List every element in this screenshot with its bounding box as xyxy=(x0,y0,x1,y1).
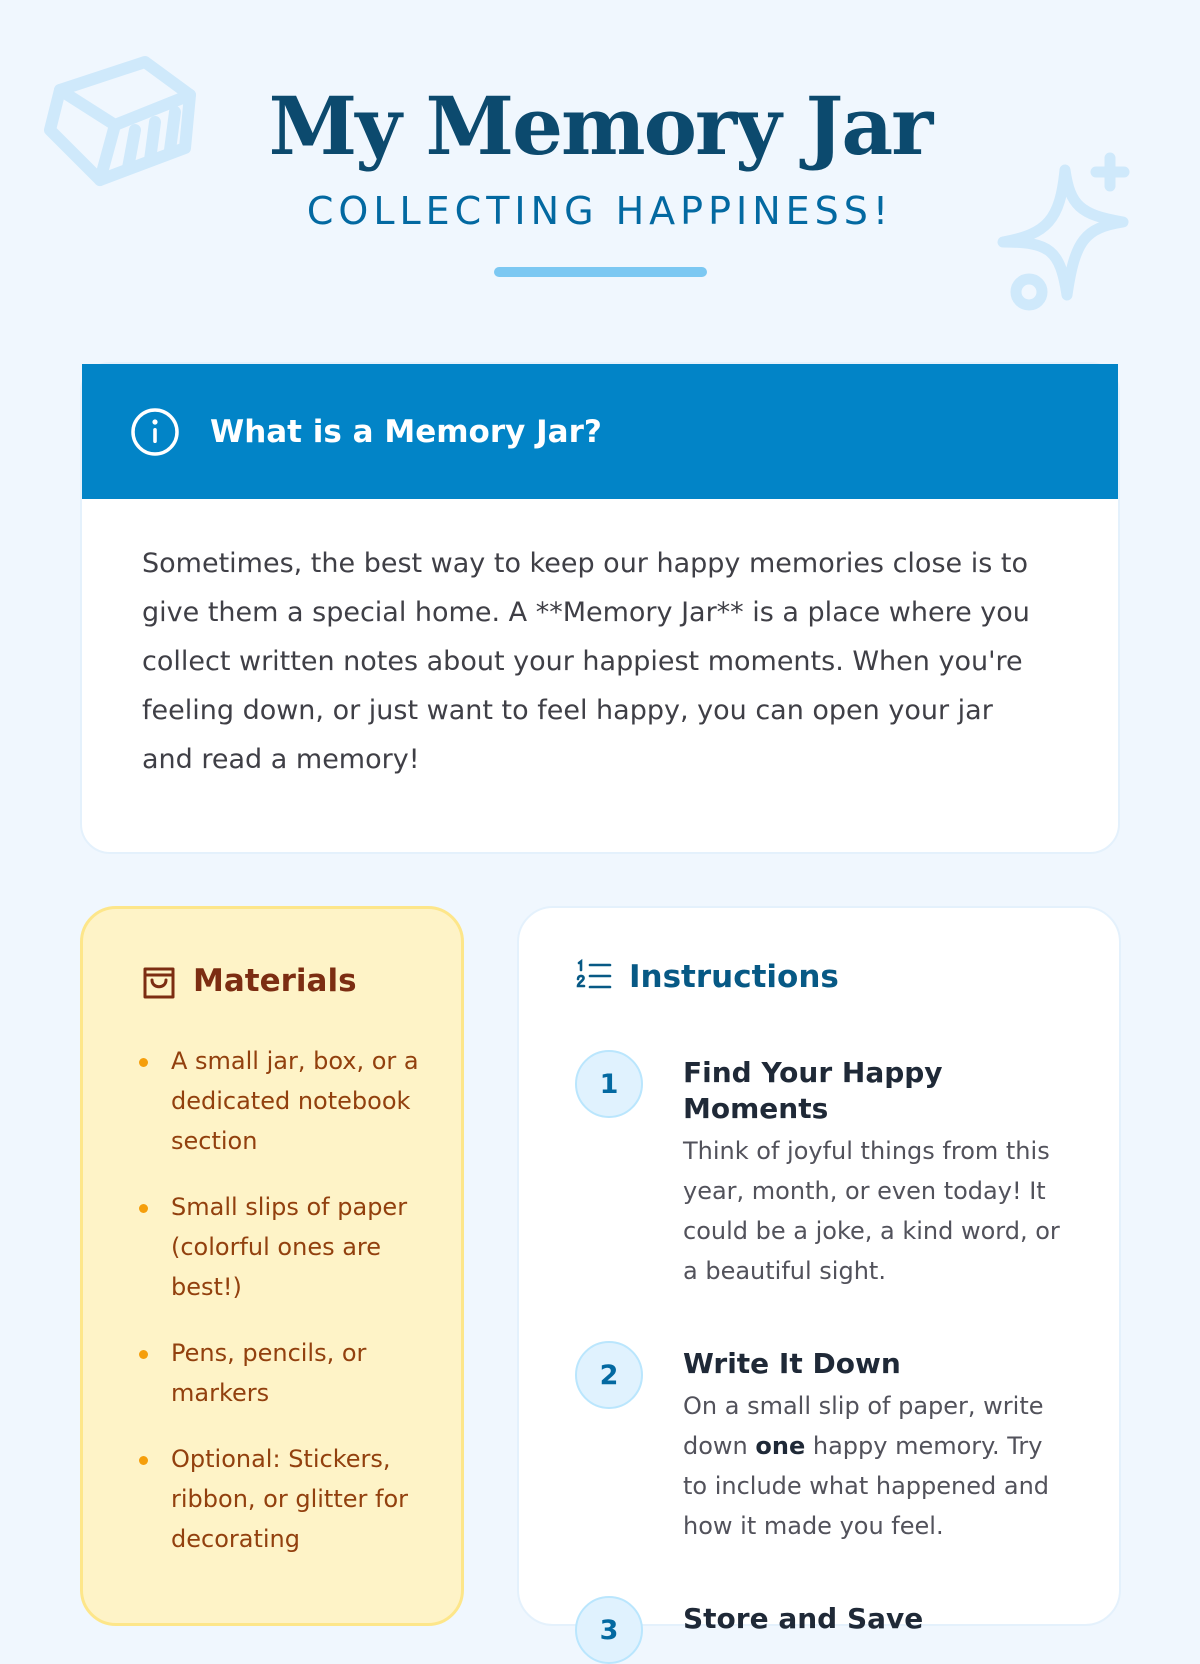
numbered-list-icon xyxy=(575,958,613,996)
materials-header xyxy=(139,961,431,1001)
page-subtitle: COLLECTING HAPPINESS! xyxy=(306,189,894,233)
list-item xyxy=(139,1187,431,1307)
list-item xyxy=(139,1041,431,1161)
bullet-icon xyxy=(139,1456,148,1465)
step-number-badge: 3 xyxy=(575,1596,643,1664)
material-text: Small slips of paper (colorful ones are best!) xyxy=(171,1193,408,1301)
material-text: Optional: Stickers, ribbon, or glitter for decorating xyxy=(171,1445,408,1553)
step-description xyxy=(683,1386,1063,1546)
instructions-heading: Instructions xyxy=(629,959,839,995)
info-card-header xyxy=(82,364,1118,499)
page-header xyxy=(0,78,1200,234)
info-heading: What is a Memory Jar? xyxy=(210,413,602,450)
instruction-step xyxy=(575,1596,1079,1664)
title-underline xyxy=(494,267,707,277)
materials-list xyxy=(139,1041,431,1559)
step-title: Find Your Happy Moments xyxy=(683,1056,943,1125)
info-body-text: Sometimes, the best way to keep our happy memories close is to give them a special home. A **Memory Jar** is a place where you collect written notes about your happiest moments. When you're feeling down, or just want to feel happy, you can open your jar and read a memory! xyxy=(142,548,1030,775)
materials-card xyxy=(80,906,464,1626)
step-title: Store and Save xyxy=(683,1602,924,1635)
step-content xyxy=(683,1596,1063,1664)
step-description-part: happy memory. Try to include what happened and how it made you feel. xyxy=(683,1432,1050,1540)
bullet-icon xyxy=(139,1058,148,1067)
step-title: Write It Down xyxy=(683,1347,901,1380)
step-content xyxy=(683,1341,1063,1546)
materials-heading: Materials xyxy=(193,963,357,999)
bullet-icon xyxy=(139,1350,148,1359)
step-description: Think of joyful things from this year, month, or even today! It could be a joke, a kind word, or a beautiful sight. xyxy=(683,1137,1060,1285)
instruction-step xyxy=(575,1341,1079,1546)
instructions-header xyxy=(575,958,1079,996)
page-title: My Memory Jar xyxy=(268,79,932,173)
step-description-part: On a small slip of paper, write down xyxy=(683,1392,1044,1460)
step-content xyxy=(683,1050,1063,1291)
material-text: Pens, pencils, or markers xyxy=(171,1339,367,1407)
info-card xyxy=(80,362,1120,854)
shopping-bag-icon xyxy=(139,961,179,1001)
step-number-badge: 1 xyxy=(575,1050,643,1118)
step-number-badge: 2 xyxy=(575,1341,643,1409)
bullet-icon xyxy=(139,1204,148,1213)
list-item xyxy=(139,1439,431,1559)
list-item xyxy=(139,1333,431,1413)
step-description-emphasis: one xyxy=(755,1432,806,1460)
info-circle-icon xyxy=(130,407,180,457)
instruction-step xyxy=(575,1050,1079,1291)
instructions-card xyxy=(517,906,1121,1646)
material-text: A small jar, box, or a dedicated notebook section xyxy=(171,1047,419,1155)
